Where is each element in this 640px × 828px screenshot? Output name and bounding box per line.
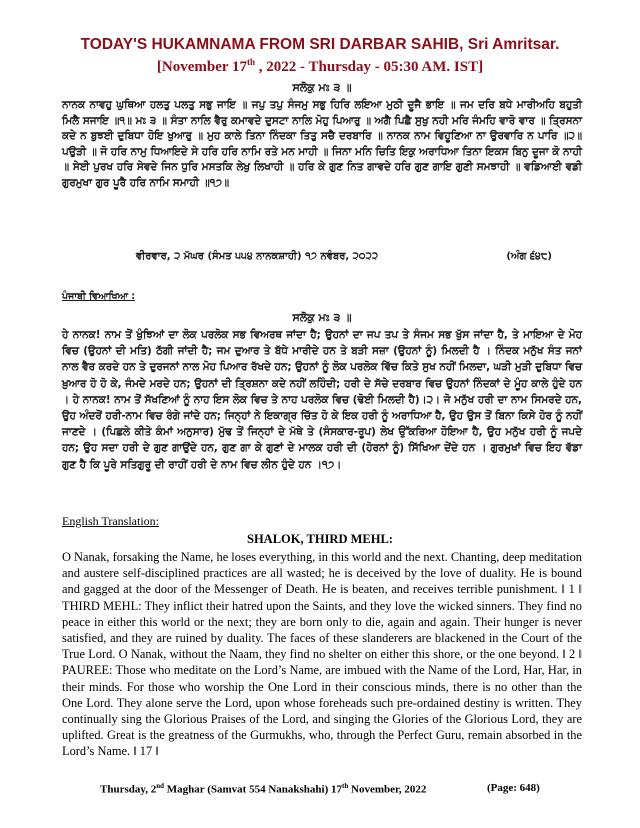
punjabi-explanation-label: ਪੰਜਾਬੀ ਵਿਆਖਿਆ : [62, 291, 136, 302]
punjabi-explanation-text: ਹੇ ਨਾਨਕ! ਨਾਮ ਤੋਂ ਖੁੰਝਿਆਂ ਦਾ ਲੋਕ ਪਰਲੋਕ ਸਭ ਵਿਅਰਥ ਜਾਂਦਾ ਹੈ; ਉਹਨਾਂ ਦਾ ਜਪ ਤਪ ਤੇ ਸੰਜਮ ਸਭ ਖੁੱਸ ਜਾਂਦਾ ਹੈ, ਤੇ ਮਾਇਆ ਦੇ ਮੋਹ ਵਿਚ (ਉਹਨਾਂ ਦੀ ਮਤਿ) ਠੱਗੀ ਜਾਂਦੀ ਹੈ; ਜਮ ਦੁਆਰ ਤੇ ਬੱਧੇ ਮਾਰੀਦੇ ਹਨ ਤੇ ਬੜੀ ਸਜ਼ਾ (ਉਹਨਾਂ ਨੂੰ) ਮਿਲਦੀ ਹੈ । ਨਿੰਦਕ ਮਨੁੱਖ ਸੰਤ ਜਨਾਂ ਨਾਲ ਵੈਰ ਕਰਦੇ ਹਨ ਤੇ ਦੁਰਜਨਾਂ ਨਾਲ ਮੋਹ ਪਿਆਰ ਰੱਖਦੇ ਹਨ; ਉਹਨਾਂ ਨੂੰ ਲੋਕ ਪਰਲੋਕ ਵਿੱਚ ਕਿਤੇ ਸੁਖ ਨਹੀਂ ਮਿਲਦਾ, ਘੜੀ ਮੁੜੀ ਦੁਬਿਧਾ ਵਿਚ ਖ਼ੁਆਰ ਹੋ ਹੋ ਕੇ, ਜੰਮਦੇ ਮਰਦੇ ਹਨ; ਉਹਨਾਂ ਦੀ ਤ੍ਰਿਸ਼ਨਾ ਕਦੇ ਨਹੀਂ ਲਹਿੰਦੀ; ਹਰੀ ਦੇ ਸੱਚੇ ਦਰਬਾਰ ਵਿਚ ਉਹਨਾਂ ਨਿੰਦਕਾਂ ਦੇ ਮੂੰਹ ਕਾਲੇ ਹੁੰਦੇ ਹਨ । ਹੇ ਨਾਨਕ! ਨਾਮ ਤੋਂ ਸੱਖਣਿਆਂ ਨੂੰ ਨਾਹ ਇਸ ਲੋਕ ਵਿਚ ਤੇ ਨਾਹ ਪਰਲੋਕ ਵਿਚ (ਢੋਈ ਮਿਲਦੀ ਹੈ)।੨। ਜੋ ਮਨੁੱਖ ਹਰੀ ਦਾ ਨਾਮ ਸਿਮਰਦੇ ਹਨ, ਉਹ ਅੰਦਰੋਂ ਹਰੀ-ਨਾਮ ਵਿਚ ਰੰਗੇ ਜਾਂਦੇ ਹਨ; ਜਿਨ੍ਹਾਂ ਨੇ ਇਕਾਗ੍ਰ ਚਿੱਤ ਹੋ ਕੇ ਇਕ ਹਰੀ ਨੂੰ ਅਰਾਧਿਆ ਹੈ, ਉਹ ਉਸ ਤੋਂ ਬਿਨਾ ਕਿਸੇ ਹੋਰ ਨੂੰ ਨਹੀਂ ਜਾਣਦੇ । (ਪਿਛਲੇ ਕੀਤੇ ਕੰਮਾਂ ਅਨੁਸਾਰ) ਮੁੱਢ ਤੋਂ ਜਿਨ੍ਹਾਂ ਦੇ ਮੱਥੇ ਤੇ (ਸੰਸਕਾਰ-ਰੂਪ) ਲੇਖ ਉੱਕਰਿਆ ਹੋਇਆ ਹੈ, ਉਹ ਮਨੁੱਖ ਹਰੀ ਨੂੰ ਜਪਦੇ ਹਨ; ਉਹ ਸਦਾ ਹਰੀ ਦੇ ਗੁਣ ਗਾਉਂਦੇ ਹਨ, ਗੁਣ ਗਾ ਕੇ ਗੁਣਾਂ ਦੇ ਮਾਲਕ ਹਰੀ ਦੀ (ਹੋਰਨਾਂ ਨੂੰ) ਸਿੱਖਿਆ ਦੇਂਦੇ ਹਨ । ਗੁਰਮੁਖਾਂ ਵਿਚ ਇਹ ਵੱਡਾ ਗੁਣ ਹੈ ਕਿ ਪੂਰੇ ਸਤਿਗੁਰੂ ਦੀ ਰਾਹੀਂ ਹਰੀ ਦੇ ਨਾਮ ਵਿਚ ਲੀਨ ਹੁੰਦੇ ਹਨ ।੧੭। [62, 329, 582, 471]
gurbani-heading: ਸਲੋਕੁ ਮਃ ੩ ॥ [292, 81, 352, 94]
english-heading: SHALOK, THIRD MEHL: [247, 532, 393, 546]
footer-month-year: November, 2022 [348, 783, 427, 796]
footer-ordinal-2: th [342, 782, 349, 790]
gurbani-text: ਨਾਨਕ ਨਾਵਹੁ ਘੁਥਿਆ ਹਲਤੁ ਪਲਤੁ ਸਭੁ ਜਾਇ ॥ ਜਪੁ ਤਪੁ ਸੰਜਮੁ ਸਭੁ ਹਿਰਿ ਲਇਆ ਮੁਠੀ ਦੂਜੈ ਭਾਇ ॥ ਜਮ ਦਰਿ ਬਧੇ ਮਾਰੀਅਹਿ ਬਹੁਤੀ ਮਿਲੈ ਸਜਾਇ ॥੧॥ ਮਃ ੩ ॥ ਸੰਤਾ ਨਾਲਿ ਵੈਰੁ ਕਮਾਵਦੇ ਦੁਸਟਾ ਨਾਲਿ ਮੋਹੁ ਪਿਆਰੁ ॥ ਅਗੈ ਪਿਛੈ ਸੁਖੁ ਨਹੀ ਮਰਿ ਜੰਮਹਿ ਵਾਰੋ ਵਾਰ ॥ ਤ੍ਰਿਸਨਾ ਕਦੇ ਨ ਬੁਝਈ ਦੁਬਿਧਾ ਹੋਇ ਖੁਆਰੁ ॥ ਮੁਹ ਕਾਲੇ ਤਿਨਾ ਨਿੰਦਕਾ ਤਿਤੁ ਸਚੈ ਦਰਬਾਰਿ ॥ ਨਾਨਕ ਨਾਮ ਵਿਹੂਣਿਆ ਨਾ ਉਰਵਾਰਿ ਨ ਪਾਰਿ ॥੨॥ ਪਉੜੀ ॥ ਜੋ ਹਰਿ ਨਾਮੁ ਧਿਆਇਦੇ ਸੇ ਹਰਿ ਹਰਿ ਨਾਮਿ ਰਤੇ ਮਨ ਮਾਹੀ ॥ ਜਿਨਾ ਮਨਿ ਚਿਤਿ ਇਕੁ ਅਰਾਧਿਆ ਤਿਨਾ ਇਕਸ ਬਿਨੁ ਦੂਜਾ ਕੋ ਨਾਹੀ ॥ ਸੇਈ ਪੁਰਖ ਹਰਿ ਸੇਵਦੇ ਜਿਨ ਧੁਰਿ ਮਸਤਕਿ ਲੇਖੁ ਲਿਖਾਹੀ ॥ ਹਰਿ ਕੇ ਗੁਣ ਨਿਤ ਗਾਵਦੇ ਹਰਿ ਗੁਣ ਗਾਇ ਗੁਣੀ ਸਮਝਾਹੀ ॥ ਵਡਿਆਈ ਵਡੀ ਗੁਰਮੁਖਾ ਗੁਰ ਪੂਰੈ ਹਰਿ ਨਾਮਿ ਸਮਾਹੀ ॥੧੭॥ [62, 99, 582, 189]
footer-samvat: Maghar (Samvat 554 Nanakshahi) 17 [164, 783, 343, 796]
punjabi-page-ref: (ਅੰਗ ੬੪੮) [506, 251, 552, 262]
subtitle-ordinal: th [247, 57, 256, 67]
date-subtitle [0, 57, 640, 76]
footer-page-number: (Page: 648) [487, 782, 540, 794]
footer-day: Thursday, 2 [100, 783, 157, 796]
footer-date [100, 782, 426, 796]
footer-ordinal-1: nd [156, 782, 165, 790]
gurbani-date-line [62, 251, 582, 262]
subtitle-date: [November 17 [156, 59, 247, 75]
english-translation-text: O Nanak, forsaking the Name, he loses everything, in this world and the next. Chanting, deep meditation and austere self-disciplined practices are all wasted; he is deceived by the love of duality. He is bound and gagged at the door of the Messenger of Death. He is beaten, and receives terrible punishment. ‖ 1 ‖ THIRD MEHL: They inflict their hatred upon the Saints, and they love the wicked sinners. They find no peace in either this world or the next; they are born only to die, again and again. Their hunger is never satisfied, and they are ruined by duality. The faces of these slanderers are blackened in the Court of the True Lord. O Nanak, without the Naam, they find no shelter on either this shore, or the one beyond. ‖ 2 ‖ PAUREE: Those who meditate on the Lord’s Name, are imbued with the Name of the Lord, Har, Har, in their minds. For those who worship the One Lord in their conscious minds, there is no other than the One Lord. They alone serve the Lord, upon whose foreheads such pre-ordained destiny is written. They continually sing the Glorious Praises of the Lord, and singing the Glories of the Glorious Lord, they are uplifted. Great is the greatness of the Gurmukhs, who, through the Perfect Guru, remain absorbed in the Lord’s Name. ‖ 17 ‖ [62, 550, 582, 759]
punjabi-date: ਵੀਰਵਾਰ, ੨ ਮੱਘਰ (ਸੰਮਤ ੫੫੪ ਨਾਨਕਸ਼ਾਹੀ) ੧੭ ਨਵੰਬਰ, ੨੦੨੨ [136, 251, 379, 262]
english-translation-label: English Translation: [62, 514, 160, 528]
punjabi-heading: ਸਲੋਕੁ ਮਃ ੩ ॥ [292, 311, 352, 324]
subtitle-time: , 2022 - Thursday - 05:30 AM. IST] [255, 59, 484, 75]
page-title: TODAY'S HUKAMNAMA FROM SRI DARBAR SAHIB, Sri Amritsar. [80, 36, 560, 53]
